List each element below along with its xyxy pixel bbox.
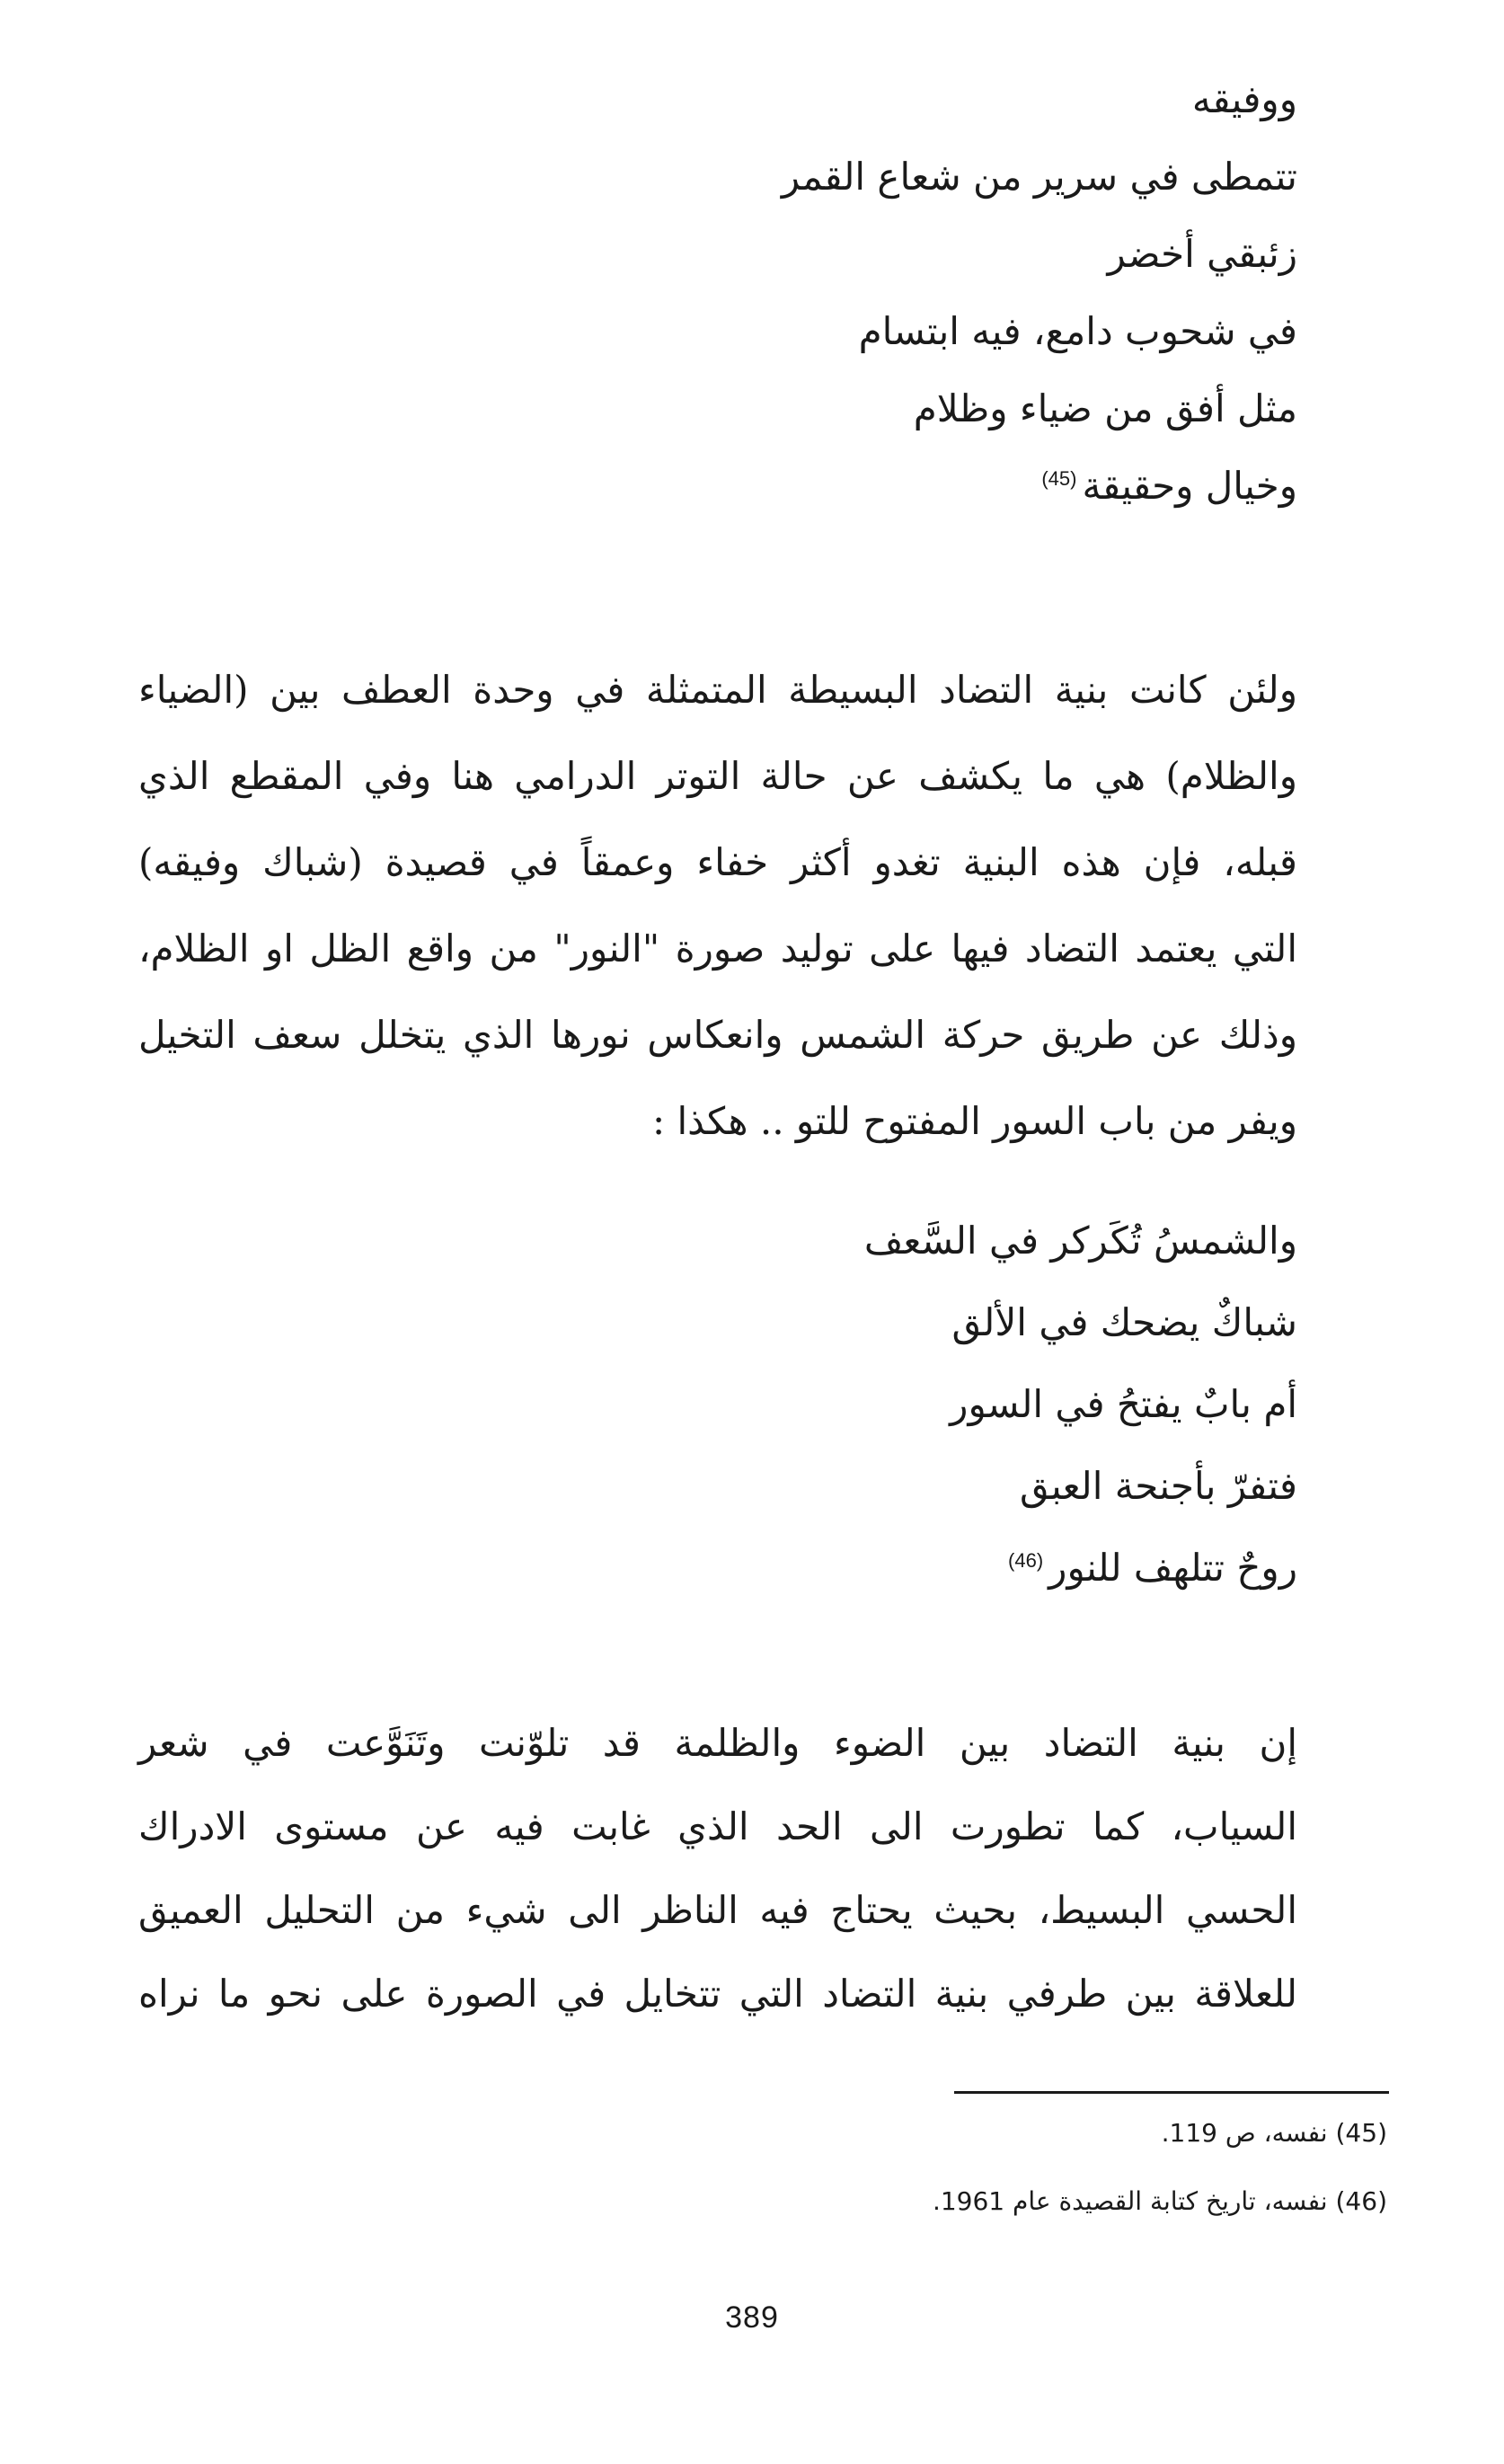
- poem-line-text: روحٌ تتلهف للنور: [1048, 1546, 1297, 1590]
- paragraph-line: السياب، كما تطورت الى الحد الذي غابت فيه عن مستوى الادراك: [138, 1804, 1297, 1848]
- paragraph-line: والظلام) هي ما يكشف عن حالة التوتر الدرامي هنا وفي المقطع الذي: [138, 754, 1297, 798]
- poem-line: شباكٌ يضحك في الألق: [951, 1300, 1297, 1344]
- poem-line: زئبقي أخضر: [1107, 232, 1297, 276]
- page-number: 389: [725, 2300, 779, 2335]
- poem-line: أم بابٌ يفتحُ في السور: [950, 1382, 1297, 1426]
- footnote-divider: [954, 2091, 1389, 2094]
- poem-block-2: [489, 1219, 1297, 1627]
- poem-block-1: [489, 77, 1297, 541]
- poem-line: في شحوب دامع، فيه ابتسام: [858, 309, 1297, 353]
- footnote-reference-45: (45): [1041, 467, 1077, 490]
- poem-line: ووفيقه: [1191, 77, 1297, 121]
- paragraph-1: [138, 663, 1297, 1181]
- poem-line: والشمسُ تُكَركر في السَّعف: [863, 1219, 1297, 1263]
- poem-line: تتمطى في سرير من شعاع القمر: [781, 155, 1297, 199]
- footnote-46: (46) نفسه، تاريخ كتابة القصيدة عام 1961.: [932, 2186, 1387, 2216]
- paragraph-line: ويفر من باب السور المفتوح للتو .. هكذا :: [651, 1099, 1297, 1143]
- poem-line: فتفرّ بأجنحة العبق: [1019, 1464, 1297, 1508]
- paragraph-2: [138, 1716, 1297, 2051]
- footnote-reference-46: (46): [1008, 1549, 1044, 1572]
- poem-line-text: وخيال وحقيقة: [1082, 464, 1297, 508]
- paragraph-line: إن بنية التضاد بين الضوء والظلمة قد تلوّنت وتَنَوَّعت في شعر: [138, 1721, 1297, 1765]
- paragraph-line: ولئن كانت بنية التضاد البسيطة المتمثلة في وحدة العطف بين (الضياء: [138, 668, 1298, 712]
- paragraph-line: قبله، فإن هذه البنية تغدو أكثر خفاء وعمقاً في قصيدة (شباك وفيقه): [138, 840, 1297, 884]
- poem-line-last: [489, 464, 1297, 541]
- poem-line: مثل أفق من ضياء وظلام: [913, 386, 1297, 430]
- paragraph-line: الحسي البسيط، بحيث يحتاج فيه الناظر الى شيء من التحليل العميق: [138, 1888, 1297, 1932]
- paragraph-line: وذلك عن طريق حركة الشمس وانعكاس نورها الذي يتخلل سعف التخيل: [138, 1013, 1297, 1057]
- paragraph-line: التي يعتمد التضاد فيها على توليد صورة "النور" من واقع الظل او الظلام،: [138, 926, 1297, 971]
- poem-line-last: [489, 1546, 1297, 1627]
- paragraph-line: للعلاقة بين طرفي بنية التضاد التي تتخايل في الصورة على نحو ما نراه: [138, 1972, 1297, 2016]
- footnotes: [758, 2112, 1387, 2248]
- footnote-45: (45) نفسه، ص 119.: [1161, 2118, 1387, 2148]
